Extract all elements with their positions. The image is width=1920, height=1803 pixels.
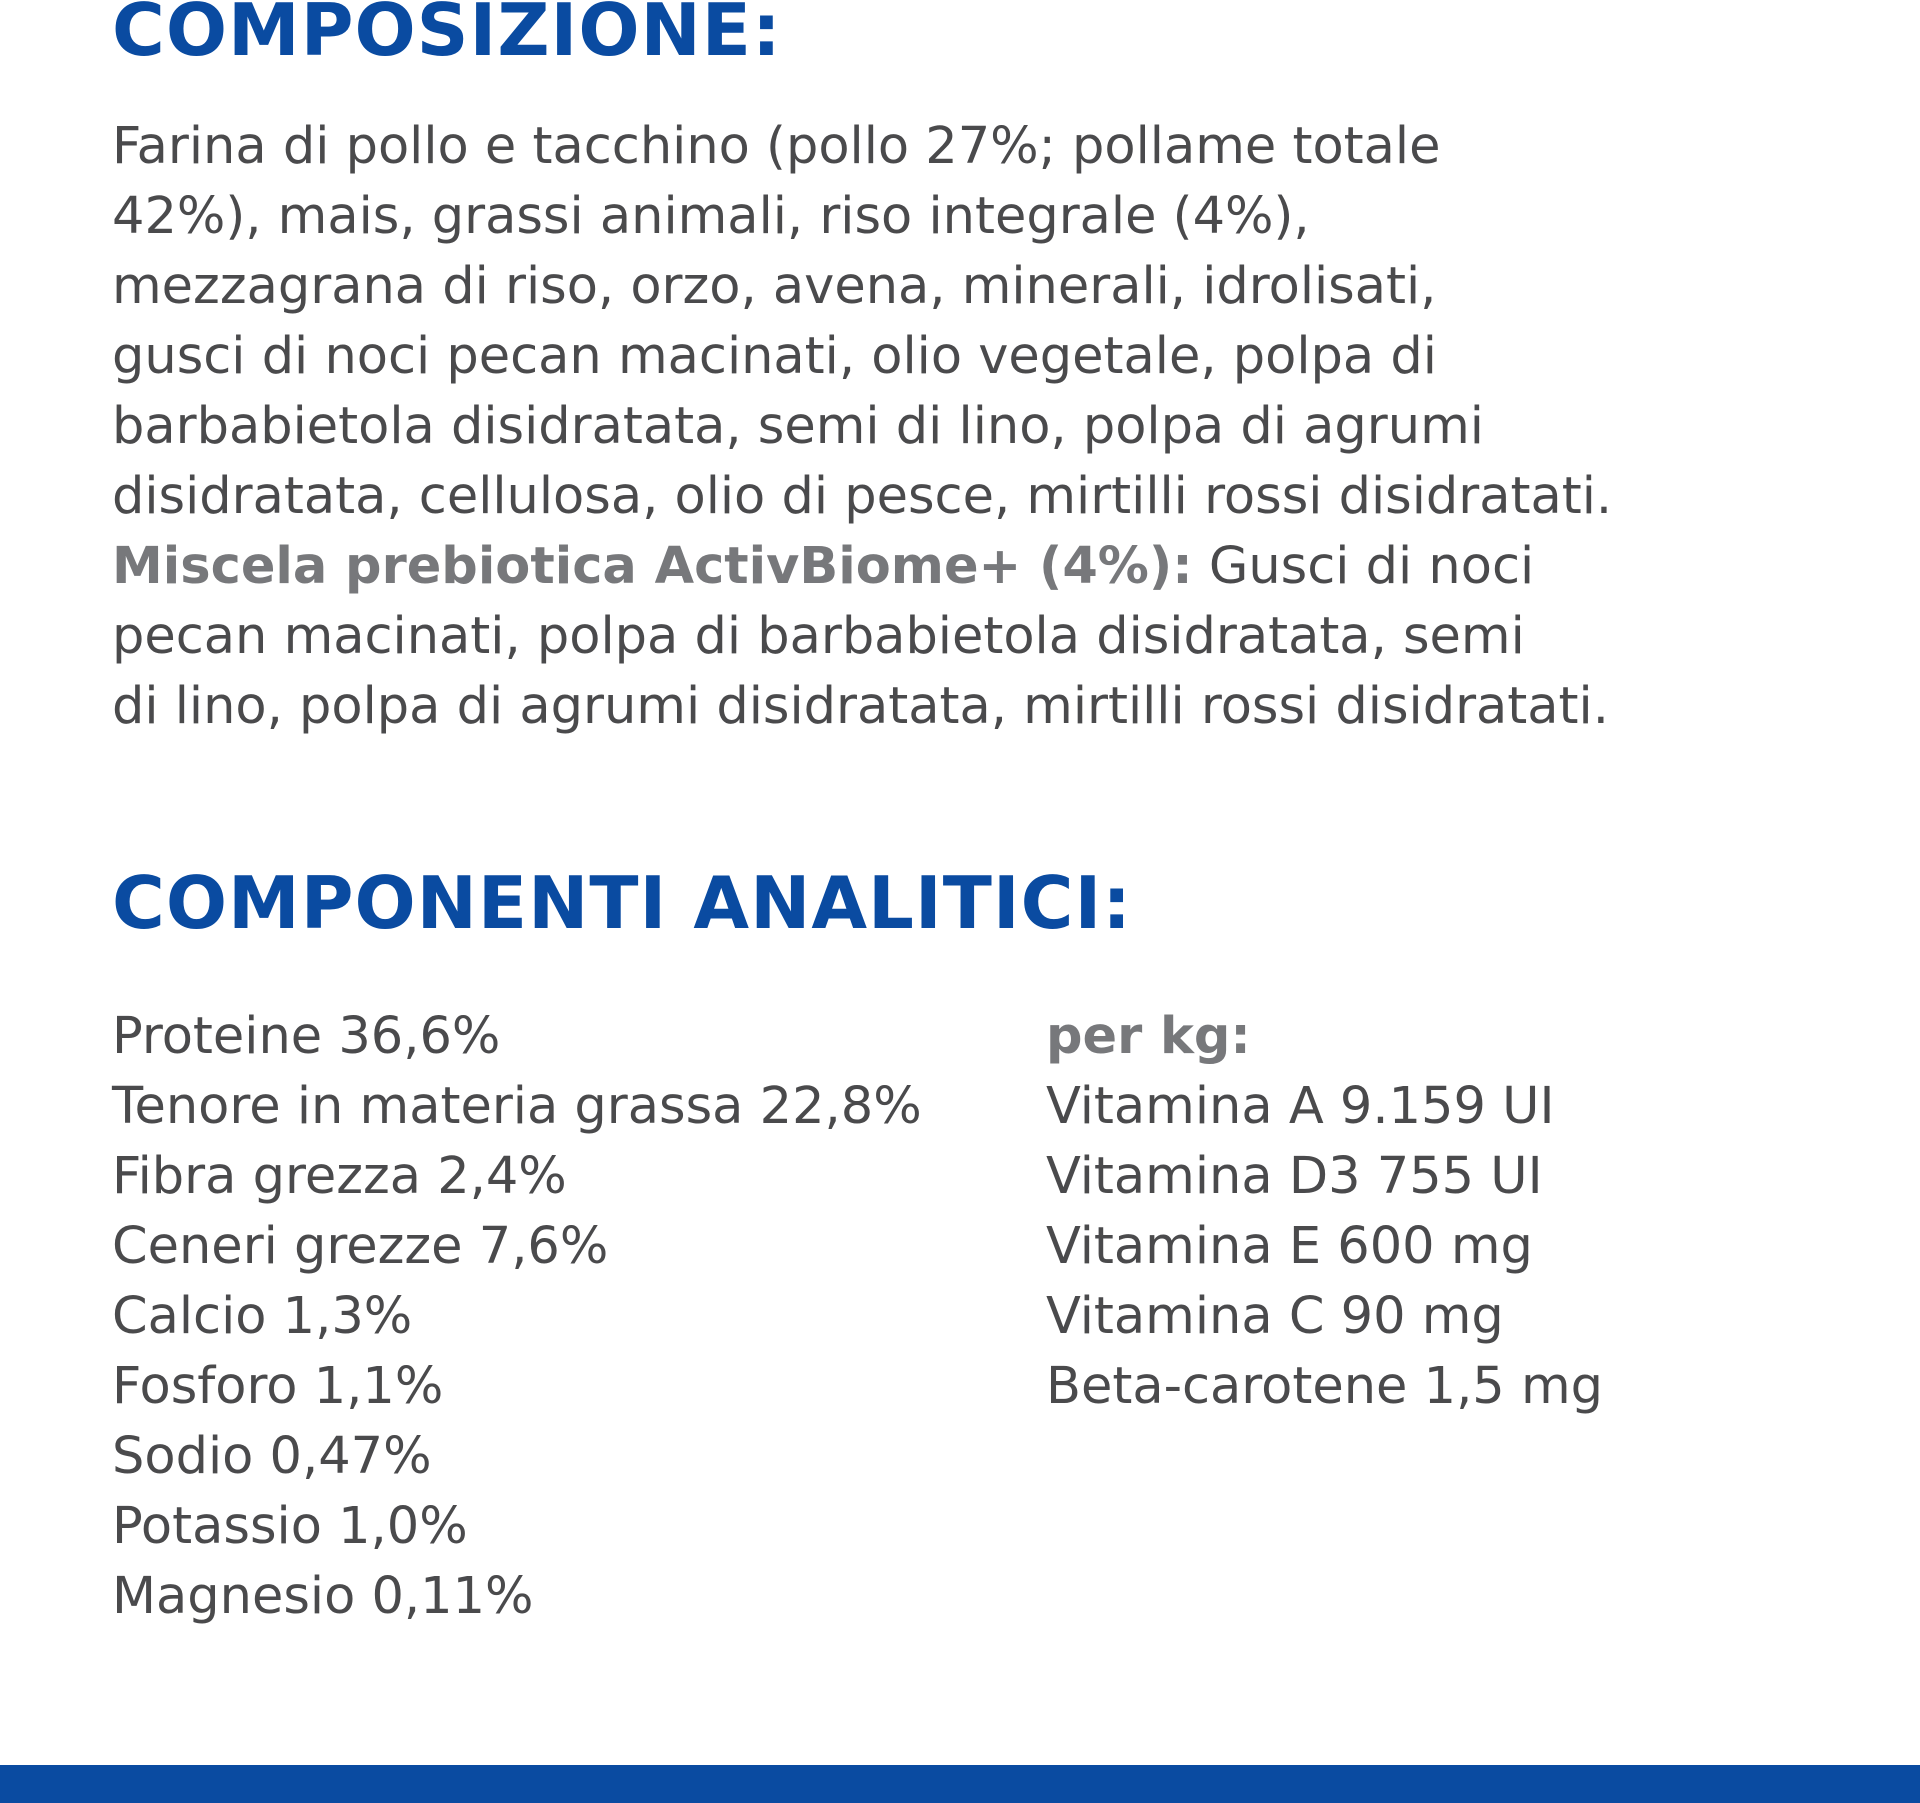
prebiotic-line: pecan macinati, polpa di barbabietola disidratata, semi bbox=[112, 607, 1525, 666]
prebiotic-line: di lino, polpa di agrumi disidratata, mirtilli rossi disidratati. bbox=[112, 677, 1609, 736]
vitamin-item: Vitamina E 600 mg bbox=[1046, 1217, 1533, 1276]
prebiotic-text: Gusci di noci bbox=[1192, 537, 1535, 596]
composizione-line: Farina di pollo e tacchino (pollo 27%; pollame totale bbox=[112, 117, 1441, 176]
analytic-item: Calcio 1,3% bbox=[112, 1287, 413, 1346]
analytic-item: Ceneri grezze 7,6% bbox=[112, 1217, 609, 1276]
bottom-bar bbox=[0, 1765, 1920, 1803]
composizione-line: mezzagrana di riso, orzo, avena, minerali, idrolisati, bbox=[112, 257, 1437, 316]
composizione-paragraph bbox=[112, 112, 1852, 742]
componenti-heading: COMPONENTI ANALITICI: bbox=[112, 861, 1133, 945]
per-kg-title: per kg: bbox=[1046, 1007, 1251, 1066]
analytic-item: Magnesio 0,11% bbox=[112, 1567, 534, 1626]
analytic-components-list bbox=[112, 1002, 922, 1632]
prebiotic-line bbox=[112, 532, 1852, 602]
vitamin-item: Vitamina C 90 mg bbox=[1046, 1287, 1504, 1346]
vitamins-list bbox=[1046, 1002, 1603, 1422]
analytic-item: Proteine 36,6% bbox=[112, 1007, 501, 1066]
analytic-item: Sodio 0,47% bbox=[112, 1427, 432, 1486]
analytic-item: Potassio 1,0% bbox=[112, 1497, 468, 1556]
vitamin-item: Beta-carotene 1,5 mg bbox=[1046, 1357, 1604, 1416]
analytic-item: Tenore in materia grassa 22,8% bbox=[112, 1077, 922, 1136]
composizione-line: gusci di noci pecan macinati, olio vegetale, polpa di bbox=[112, 327, 1437, 386]
analytic-item: Fosforo 1,1% bbox=[112, 1357, 444, 1416]
composizione-line: disidratata, cellulosa, olio di pesce, mirtilli rossi disidratati. bbox=[112, 467, 1613, 526]
composizione-heading: COMPOSIZIONE: bbox=[112, 0, 782, 72]
composizione-line: 42%), mais, grassi animali, riso integrale (4%), bbox=[112, 187, 1310, 246]
vitamin-item: Vitamina D3 755 UI bbox=[1046, 1147, 1543, 1206]
prebiotic-label: Miscela prebiotica ActivBiome+ (4%): bbox=[112, 537, 1193, 596]
composizione-line: barbabietola disidratata, semi di lino, polpa di agrumi bbox=[112, 397, 1484, 456]
vitamin-item: Vitamina A 9.159 UI bbox=[1046, 1077, 1555, 1136]
analytic-item: Fibra grezza 2,4% bbox=[112, 1147, 567, 1206]
